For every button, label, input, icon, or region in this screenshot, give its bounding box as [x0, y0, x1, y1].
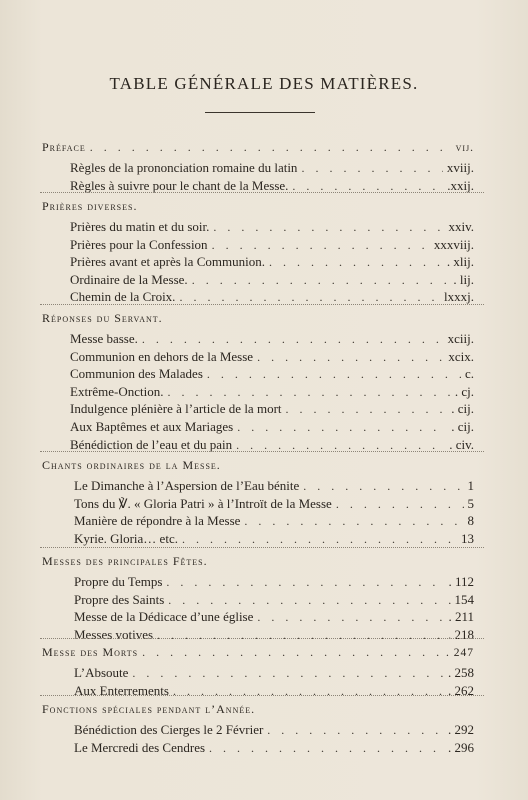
entry-page-number: . 112: [448, 574, 474, 589]
entry-title: Bénédiction des Cierges le 2 Février: [74, 722, 264, 737]
toc-entry[interactable]: [70, 160, 474, 176]
section-divider: [40, 547, 484, 548]
page-title: TABLE GÉNÉRALE DES MATIÈRES.: [109, 74, 419, 93]
dot-leader: [212, 238, 430, 253]
section-title: Préface: [42, 140, 86, 154]
entry-page-number: lxxxj.: [444, 289, 474, 305]
entry-page-number: xxiv.: [448, 219, 474, 234]
section-title: Chants ordinaires de la Messe.: [42, 458, 221, 472]
section-divider: [40, 638, 484, 639]
entry-title: Ordinaire de la Messe.: [70, 271, 188, 287]
section-heading: [42, 311, 163, 326]
entry-title: Propre du Temps: [74, 574, 163, 589]
toc-entry[interactable]: [74, 627, 474, 643]
title-rule: [205, 112, 315, 113]
entry-title: Messes votives: [74, 626, 154, 642]
toc-entry[interactable]: [74, 513, 474, 529]
entry-page-number: 5: [467, 495, 474, 511]
section-heading: [42, 645, 474, 660]
dot-leader: [157, 628, 444, 643]
entry-page-number: xcix.: [448, 348, 474, 364]
entry-page-number: . cij.: [451, 401, 474, 417]
entry-title: Tons du ℣. « Gloria Patri » à l’Introït de la Messe: [74, 495, 332, 511]
entry-title: Prières pour la Confession: [70, 236, 208, 252]
entry-title: Règles à suivre pour le chant de la Messe.: [70, 177, 289, 193]
toc-entry[interactable]: [70, 219, 474, 235]
entry-page-number: xxxviij.: [433, 236, 474, 252]
entry-page-number: . 211: [448, 609, 474, 625]
entry-page-number: . lij.: [453, 271, 474, 287]
section-page-number: vij.: [455, 142, 474, 154]
dot-leader: [257, 350, 444, 365]
toc-entry[interactable]: [70, 366, 474, 382]
entry-page-number: . xlij.: [446, 254, 474, 270]
dot-leader: [173, 684, 444, 699]
section-page-number: . 247: [446, 647, 474, 659]
section-divider: [40, 451, 484, 452]
toc-entry[interactable]: [74, 592, 474, 608]
entry-page-number: .xxij.: [447, 177, 474, 193]
entry-title: Le Dimanche à l’Aspersion de l’Eau bénite: [74, 478, 300, 493]
entry-title: Chemin de la Croix.: [70, 289, 176, 305]
entry-page-number: xciij.: [447, 331, 474, 346]
toc-entry[interactable]: [70, 331, 474, 347]
dot-leader: [209, 741, 444, 756]
dot-leader: [192, 273, 450, 288]
entry-title: Communion des Malades: [70, 366, 203, 382]
toc-entry[interactable]: [74, 609, 474, 625]
entry-page-number: 154: [454, 591, 474, 607]
section-title: Prières diverses.: [42, 199, 138, 213]
entry-title: Kyrie. Gloria… etc.: [74, 530, 178, 546]
entry-page-number: 1: [467, 478, 474, 493]
dot-leader: [142, 332, 444, 347]
entry-title: Indulgence plénière à l’article de la mort: [70, 401, 282, 417]
entry-title: Aux Baptêmes et aux Mariages: [70, 419, 234, 434]
section-divider: [40, 304, 484, 305]
section-heading: [42, 458, 221, 473]
entry-title: Messe de la Dédicace d’une église: [74, 609, 254, 625]
entry-title: Communion en dehors de la Messe: [70, 348, 254, 364]
entry-title: L’Absoute: [74, 665, 129, 680]
toc-entry[interactable]: [74, 531, 474, 547]
toc-entry[interactable]: [70, 289, 474, 305]
entry-title: Le Mercredi des Cendres: [74, 739, 206, 755]
entry-page-number: 8: [467, 513, 474, 529]
dot-leader: [132, 666, 444, 681]
toc-entry[interactable]: [74, 496, 474, 512]
entry-page-number: xviij.: [446, 160, 474, 175]
section-heading: [42, 199, 137, 214]
entry-page-number: . 292: [448, 722, 474, 737]
dot-leader: [207, 367, 461, 382]
dot-leader: [166, 575, 444, 590]
toc-entry[interactable]: [74, 740, 474, 756]
dot-leader: [168, 593, 450, 608]
entry-title: Messe basse.: [70, 331, 138, 346]
toc-entry[interactable]: [74, 478, 474, 494]
toc-entry[interactable]: [74, 722, 474, 738]
dot-leader: [286, 402, 448, 417]
toc-entry[interactable]: [70, 401, 474, 417]
dot-leader: [213, 220, 444, 235]
entry-title: Propre des Saints: [74, 591, 165, 607]
entry-page-number: . cj.: [454, 383, 474, 399]
entry-title: Manière de répondre à la Messe: [74, 513, 241, 529]
dot-leader: [182, 532, 457, 547]
dot-leader: [336, 497, 464, 512]
toc-entry[interactable]: [70, 384, 474, 400]
toc-entry[interactable]: [74, 665, 474, 681]
entry-page-number: . 296: [448, 739, 474, 755]
dot-leader: [142, 645, 442, 660]
entry-page-number: . 258: [448, 665, 474, 680]
dot-leader: [90, 140, 452, 155]
entry-title: Prières du matin et du soir.: [70, 219, 210, 234]
entry-title: Aux Enterrements: [74, 682, 169, 698]
entry-page-number: . 262: [448, 682, 474, 698]
section-title: Réponses du Servant.: [42, 311, 163, 325]
section-title: Messe des Morts: [42, 645, 139, 659]
dot-leader: [301, 161, 442, 176]
dot-leader: [237, 420, 447, 435]
dot-leader: [168, 385, 451, 400]
entry-page-number: c.: [464, 366, 474, 382]
toc-entry[interactable]: [70, 419, 474, 435]
toc-entry[interactable]: [70, 272, 474, 288]
section-divider: [40, 192, 484, 193]
entry-title: Extrême-Onction.: [70, 383, 164, 399]
toc-entry[interactable]: [70, 349, 474, 365]
section-heading: [42, 702, 255, 717]
section-title: Fonctions spéciales pendant l’Année.: [42, 702, 256, 716]
dot-leader: [269, 255, 443, 270]
section-heading: [42, 140, 474, 155]
toc-entry[interactable]: [70, 254, 474, 270]
entry-title: Règles de la prononciation romaine du latin: [70, 160, 298, 175]
entry-title: Prières avant et après la Communion.: [70, 254, 265, 270]
section-title: Messes des principales Fêtes.: [42, 554, 208, 568]
dot-leader: [257, 610, 444, 625]
entry-page-number: . civ.: [449, 436, 474, 452]
entry-page-number: 13: [461, 530, 474, 546]
toc-entry[interactable]: [74, 574, 474, 590]
entry-page-number: . cij.: [451, 419, 474, 434]
entry-title: Bénédiction de l’eau et du pain: [70, 436, 233, 452]
dot-leader: [244, 514, 463, 529]
dot-leader: [267, 723, 444, 738]
entry-page-number: . 218: [448, 626, 474, 642]
toc-entry[interactable]: [70, 237, 474, 253]
toc-entry[interactable]: [74, 683, 474, 699]
section-heading: [42, 554, 208, 569]
dot-leader: [303, 479, 463, 494]
section-divider: [40, 695, 484, 696]
